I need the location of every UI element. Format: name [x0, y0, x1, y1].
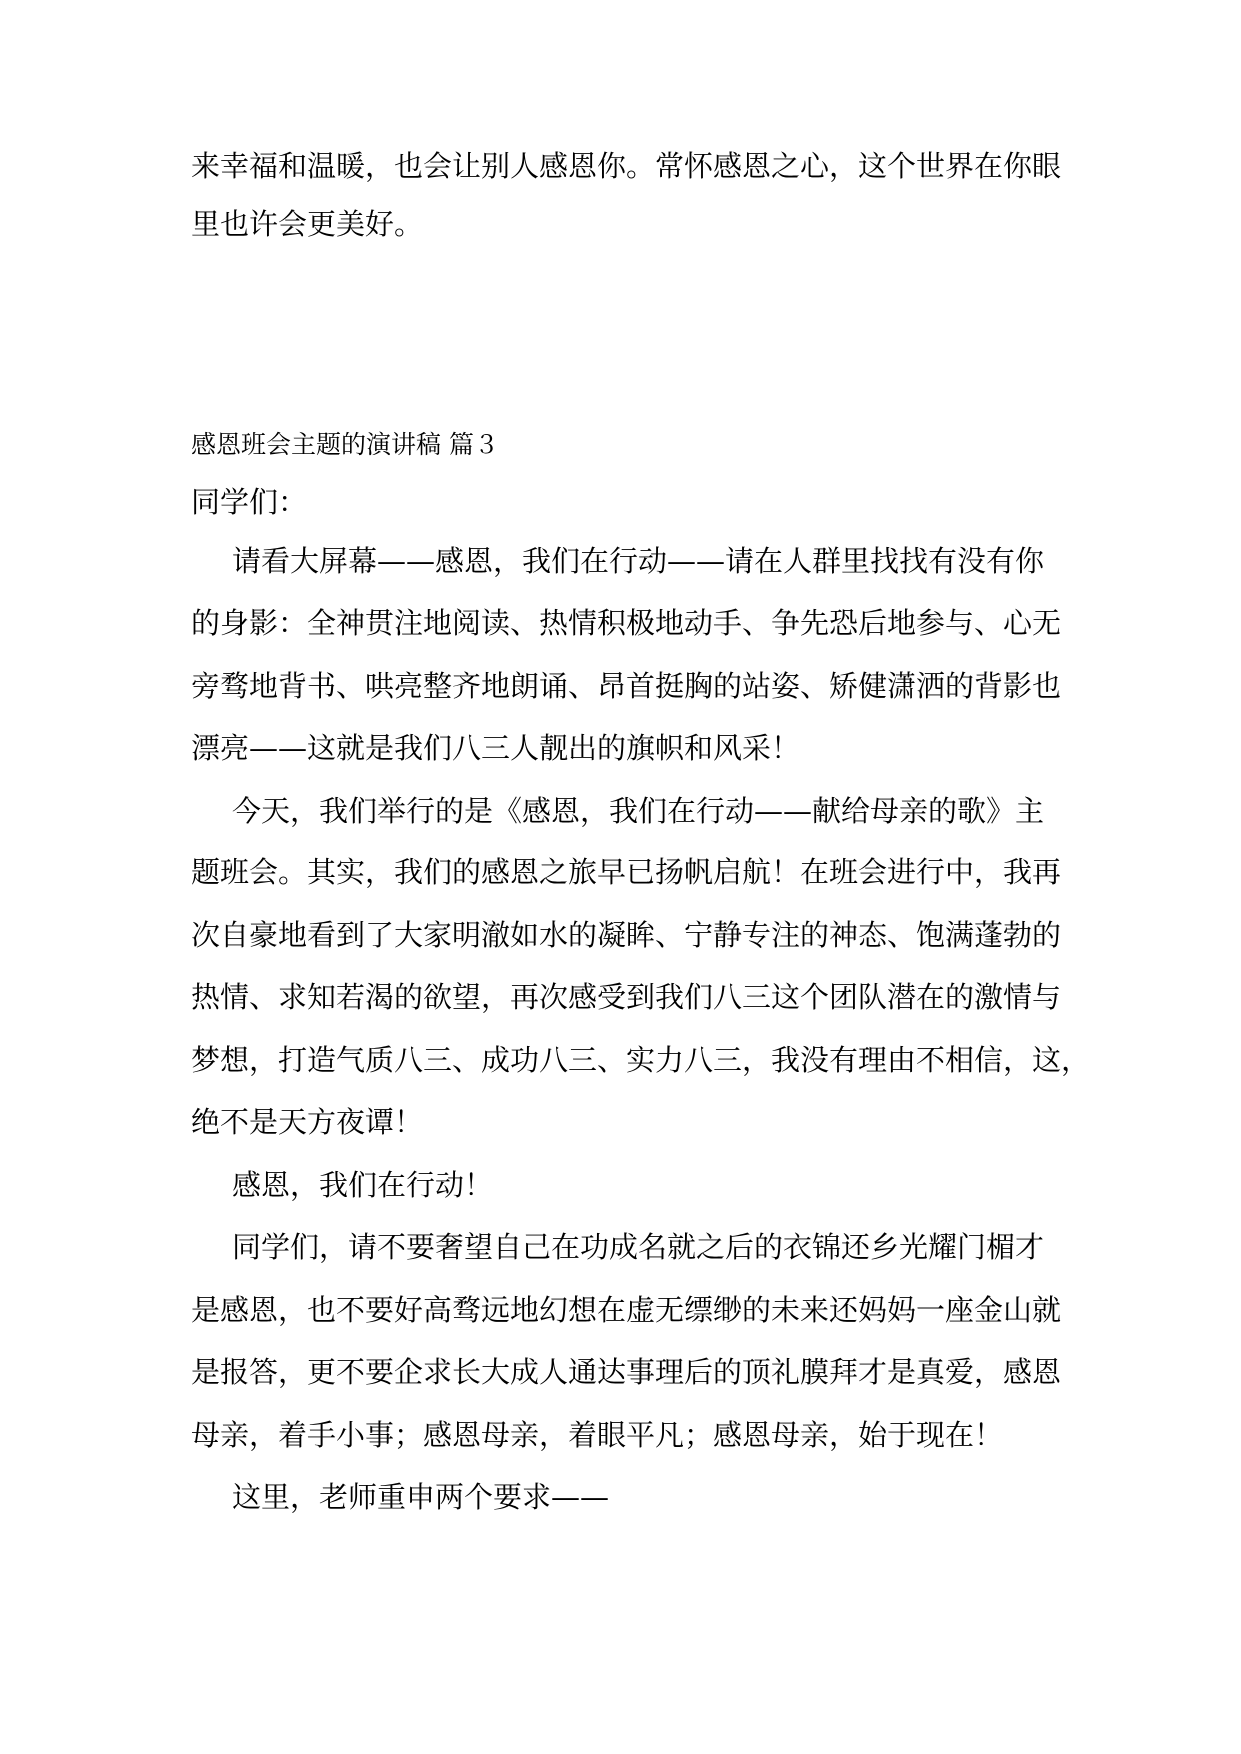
- paragraph-line: 是报答，更不要企求长大成人通达事理后的顶礼膜拜才是真爱，感恩: [191, 1355, 1062, 1389]
- paragraph-line: 次自豪地看到了大家明澈如水的凝眸、宁静专注的神态、饱满蓬勃的: [191, 918, 1062, 952]
- section-title: 感恩班会主题的演讲稿 篇３: [191, 430, 499, 459]
- paragraph-line: 的身影：全神贯注地阅读、热情积极地动手、争先恐后地参与、心无: [191, 606, 1062, 640]
- paragraph-line: 感恩，我们在行动！: [232, 1168, 494, 1202]
- paragraph-line: 这里，老师重申两个要求——: [232, 1480, 610, 1514]
- paragraph-line: 旁骛地背书、哄亮整齐地朗诵、昂首挺胸的站姿、矫健潇洒的背影也: [191, 669, 1062, 703]
- paragraph-line: 漂亮——这就是我们八三人靓出的旗帜和风采！: [191, 731, 801, 765]
- paragraph-line: 梦想，打造气质八三、成功八三、实力八三，我没有理由不相信，这，: [191, 1043, 1091, 1077]
- salutation: 同学们：: [191, 485, 308, 519]
- paragraph-line: 热情、求知若渴的欲望，再次感受到我们八三这个团队潜在的激情与: [191, 980, 1062, 1014]
- paragraph-line: 同学们，请不要奢望自己在功成名就之后的衣锦还乡光耀门楣才: [232, 1230, 1045, 1264]
- paragraph-line: 题班会。其实，我们的感恩之旅早已扬帆启航！在班会进行中，我再: [191, 855, 1062, 889]
- paragraph-line: 请看大屏幕——感恩，我们在行动——请在人群里找找有没有你: [232, 544, 1045, 578]
- paragraph-line: 是感恩，也不要好高骛远地幻想在虚无缥缈的未来还妈妈一座金山就: [191, 1293, 1062, 1327]
- paragraph-line: 绝不是天方夜谭！: [191, 1105, 424, 1139]
- paragraph-line: 母亲，着手小事；感恩母亲，着眼平凡；感恩母亲，始于现在！: [191, 1418, 1004, 1452]
- text-line: 来幸福和温暖，也会让别人感恩你。常怀感恩之心，这个世界在你眼: [191, 149, 1062, 183]
- paragraph-line: 今天，我们举行的是《感恩，我们在行动——献给母亲的歌》主: [232, 794, 1045, 828]
- text-line: 里也许会更美好。: [191, 207, 424, 241]
